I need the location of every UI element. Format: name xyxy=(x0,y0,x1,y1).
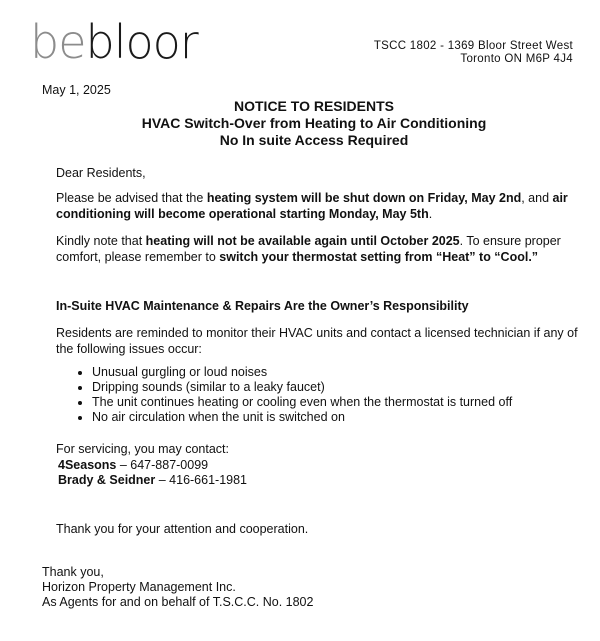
address-line-1: TSCC 1802 - 1369 Bloor Street West xyxy=(373,40,573,52)
list-item: • Unusual gurgling or loud noises xyxy=(92,365,512,380)
monitor-paragraph: Residents are reminded to monitor their HVAC units and contact a licensed technician if any of the following issues occur: xyxy=(56,326,578,356)
para2-bold-1: heating will not be available again until October 2025 xyxy=(145,234,460,248)
logo-be-text: be xyxy=(30,15,86,69)
para1-text-2: , and xyxy=(521,191,553,205)
list-item: • Dripping sounds (similar to a leaky faucet) xyxy=(92,380,512,395)
para1-bold-1: heating system will be shut down on Friday, May 2nd xyxy=(206,191,522,205)
para2-text-1: Kindly note that xyxy=(56,234,146,248)
thermostat-paragraph xyxy=(56,233,586,265)
signoff-line-3: As Agents for and on behalf of T.S.C.C. No. 1802 xyxy=(42,595,314,609)
para2-bold-2: switch your thermostat setting from “Heat” to “Cool.” xyxy=(219,250,539,264)
title-line-2: HVAC Switch-Over from Heating to Air Conditioning xyxy=(141,115,487,131)
para2-text-2: . To ensure proper comfort, please remember to xyxy=(56,234,561,264)
title-line-3: No In suite Access Required xyxy=(219,132,409,148)
address-line-2: Toronto ON M6P 4J4 xyxy=(460,53,573,65)
notice-title xyxy=(0,98,600,149)
signoff-line-2: Horizon Property Management Inc. xyxy=(42,580,236,594)
para1-text-3: . xyxy=(428,207,433,221)
shutdown-paragraph xyxy=(56,190,586,222)
greeting: Dear Residents, xyxy=(56,166,146,180)
issues-list xyxy=(56,365,512,425)
building-address xyxy=(374,40,573,66)
signoff-block xyxy=(42,565,313,610)
contact-brady-seidner xyxy=(58,472,588,488)
servicing-intro: For servicing, you may contact: xyxy=(56,442,229,456)
contact-name: Brady & Seidner xyxy=(58,473,156,487)
section-heading: In-Suite HVAC Maintenance & Repairs Are the Owner’s Responsibility xyxy=(56,299,469,313)
contact-4seasons xyxy=(58,457,588,473)
thanks-line: Thank you for your attention and cooperation. xyxy=(56,522,309,536)
title-line-1: NOTICE TO RESIDENTS xyxy=(234,98,394,114)
list-item: • The unit continues heating or cooling even when the thermostat is turned off xyxy=(92,395,512,410)
logo-bloor-text: bloor xyxy=(85,15,198,69)
para1-bold-2: air conditioning will become operational starting Monday, May 5th xyxy=(56,191,568,221)
signoff-line-1: Thank you, xyxy=(42,565,104,579)
bebloor-logo xyxy=(30,14,198,70)
notice-date: May 1, 2025 xyxy=(42,83,111,97)
list-item: • No air circulation when the unit is switched on xyxy=(92,410,512,425)
contact-name: 4Seasons xyxy=(58,458,117,472)
contact-phone: – 416-661-1981 xyxy=(155,473,248,487)
contact-phone: – 647-887-0099 xyxy=(116,458,209,472)
para1-text-1: Please be advised that the xyxy=(56,191,207,205)
